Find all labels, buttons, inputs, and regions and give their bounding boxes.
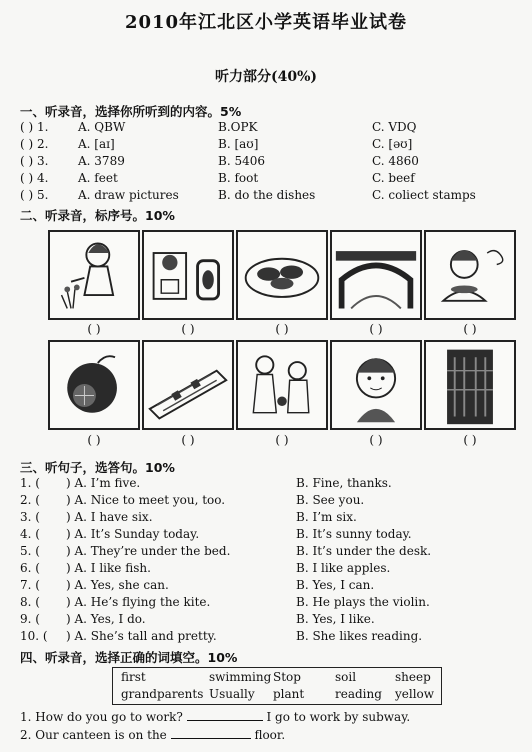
part1-item: [20, 120, 520, 137]
picture-row-1: [48, 230, 518, 320]
part3-heading: 三、听句子，选答句。10%: [20, 460, 175, 475]
answer-paren[interactable]: ( ): [463, 322, 477, 336]
option-a: A. [aɪ]: [78, 137, 115, 151]
part1-heading: 一、听录音，选择你所听到的内容。5%: [20, 104, 242, 119]
answer-paren[interactable]: ( ): [87, 433, 101, 447]
option-b: B. do the dishes: [218, 188, 316, 202]
option-a: ) A. They’re under the bed.: [66, 544, 231, 558]
answer-paren[interactable]: ( ) 3.: [20, 154, 49, 168]
answer-paren[interactable]: ( ): [463, 433, 477, 447]
option-b: B. I’m six.: [296, 510, 357, 524]
answer-blank[interactable]: [171, 738, 251, 739]
option-b: B. She likes reading.: [296, 629, 423, 643]
listening-subtitle: 听力部分(40%): [214, 69, 318, 85]
word-bank-item: first: [121, 670, 146, 684]
bridge-icon: [330, 230, 422, 320]
option-b: B. See you.: [296, 493, 365, 507]
word-bank-item: grandparents: [121, 687, 204, 701]
part1-item: [20, 154, 520, 171]
washing-machine-icon: [142, 230, 234, 320]
word-bank-item: swimming: [209, 670, 272, 684]
option-a: ) A. I’m five.: [66, 476, 141, 490]
part1-item: [20, 171, 520, 188]
answer-paren[interactable]: ( ): [275, 433, 289, 447]
option-b: B. foot: [218, 171, 259, 185]
part4-heading: 四、听录音，选择正确的词填空。10%: [20, 650, 238, 665]
part3-item: [20, 612, 520, 629]
fill-question-2: [20, 728, 285, 742]
option-b: B. Yes, I can.: [296, 578, 375, 592]
answer-paren[interactable]: 4. (: [20, 527, 40, 541]
answer-paren[interactable]: ( ) 2.: [20, 137, 49, 151]
answer-paren[interactable]: ( ): [181, 322, 195, 336]
part3-item: [20, 527, 520, 544]
option-a: ) A. I have six.: [66, 510, 153, 524]
option-c: C. beef: [372, 171, 415, 185]
option-a: ) A. Yes, I do.: [66, 612, 146, 626]
answer-paren[interactable]: 9. (: [20, 612, 40, 626]
answer-paren[interactable]: ( ): [181, 433, 195, 447]
word-bank-item: Stop: [273, 670, 301, 684]
answer-paren[interactable]: ( ): [87, 322, 101, 336]
part3-item: [20, 476, 520, 493]
option-a: ) A. Yes, she can.: [66, 578, 169, 592]
option-c: C. VDQ: [372, 120, 417, 134]
option-b: B. [aʊ]: [218, 137, 259, 151]
word-bank-item: yellow: [395, 687, 435, 701]
option-a: A. 3789: [78, 154, 125, 168]
dumplings-icon: [236, 230, 328, 320]
option-b: B.OPK: [218, 120, 258, 134]
answer-paren[interactable]: 5. (: [20, 544, 40, 558]
option-c: C. [əʊ]: [372, 137, 413, 151]
option-a: A. QBW: [78, 120, 126, 134]
part2-heading: 二、听录音，标序号。10%: [20, 208, 175, 223]
answer-paren[interactable]: ( ) 5.: [20, 188, 49, 202]
part3-item: [20, 561, 520, 578]
word-bank-item: sheep: [395, 670, 431, 684]
option-c: C. coliect stamps: [372, 188, 476, 202]
word-bank-item: Usually: [209, 687, 255, 701]
option-b: B. Yes, I like.: [296, 612, 375, 626]
answer-paren[interactable]: 10. (: [20, 629, 48, 643]
answer-paren[interactable]: 8. (: [20, 595, 40, 609]
word-bank: [112, 667, 442, 705]
answer-paren[interactable]: 7. (: [20, 578, 40, 592]
option-a: ) A. It’s Sunday today.: [66, 527, 200, 541]
exam-title: 2010年江北区小学英语毕业试卷: [124, 12, 408, 33]
option-b: B. It’s under the desk.: [296, 544, 432, 558]
word-bank-item: reading: [335, 687, 382, 701]
part3-item: [20, 629, 520, 646]
word-bank-item: plant: [273, 687, 305, 701]
part3-item: [20, 578, 520, 595]
answer-paren[interactable]: ( ): [369, 322, 383, 336]
option-a: A. feet: [78, 171, 118, 185]
option-a: ) A. She’s tall and pretty.: [66, 629, 217, 643]
door-icon: [424, 340, 516, 430]
answer-paren[interactable]: ( ) 1.: [20, 120, 49, 134]
answer-paren[interactable]: 3. (: [20, 510, 40, 524]
option-a: ) A. Nice to meet you, too.: [66, 493, 226, 507]
option-b: B. I like apples.: [296, 561, 391, 575]
orange-fruit-icon: [48, 340, 140, 430]
question-text: I go to work by subway.: [266, 710, 411, 724]
part3-item: [20, 510, 520, 527]
answer-paren[interactable]: 2. (: [20, 493, 40, 507]
question-text: 1. How do you go to work?: [20, 710, 183, 724]
answer-paren[interactable]: 6. (: [20, 561, 40, 575]
part3-item: [20, 493, 520, 510]
answer-paren[interactable]: ( ) 4.: [20, 171, 49, 185]
boy-thinking-icon: [330, 340, 422, 430]
option-a: ) A. I like fish.: [66, 561, 151, 575]
girl-watering-flowers-icon: [48, 230, 140, 320]
question-text: 2. Our canteen is on the: [20, 728, 167, 742]
fill-question-1: [20, 710, 410, 724]
option-b: B. It’s sunny today.: [296, 527, 412, 541]
option-c: C. 4860: [372, 154, 419, 168]
option-a: A. draw pictures: [78, 188, 179, 202]
part1-item: [20, 137, 520, 154]
option-a: ) A. He’s flying the kite.: [66, 595, 211, 609]
picture-row-2: [48, 340, 518, 430]
option-b: B. He plays the violin.: [296, 595, 430, 609]
train-icon: [142, 340, 234, 430]
part3-item: [20, 544, 520, 561]
answer-paren[interactable]: ( ): [369, 433, 383, 447]
part1-item: [20, 188, 520, 205]
part3-item: [20, 595, 520, 612]
girl-eating-icon: [424, 230, 516, 320]
word-bank-item: soil: [335, 670, 357, 684]
question-text: floor.: [254, 728, 286, 742]
option-b: B. Fine, thanks.: [296, 476, 392, 490]
people-playing-icon: [236, 340, 328, 430]
answer-blank[interactable]: [187, 720, 263, 721]
answer-paren[interactable]: ( ): [275, 322, 289, 336]
answer-paren[interactable]: 1. (: [20, 476, 40, 490]
option-b: B. 5406: [218, 154, 265, 168]
